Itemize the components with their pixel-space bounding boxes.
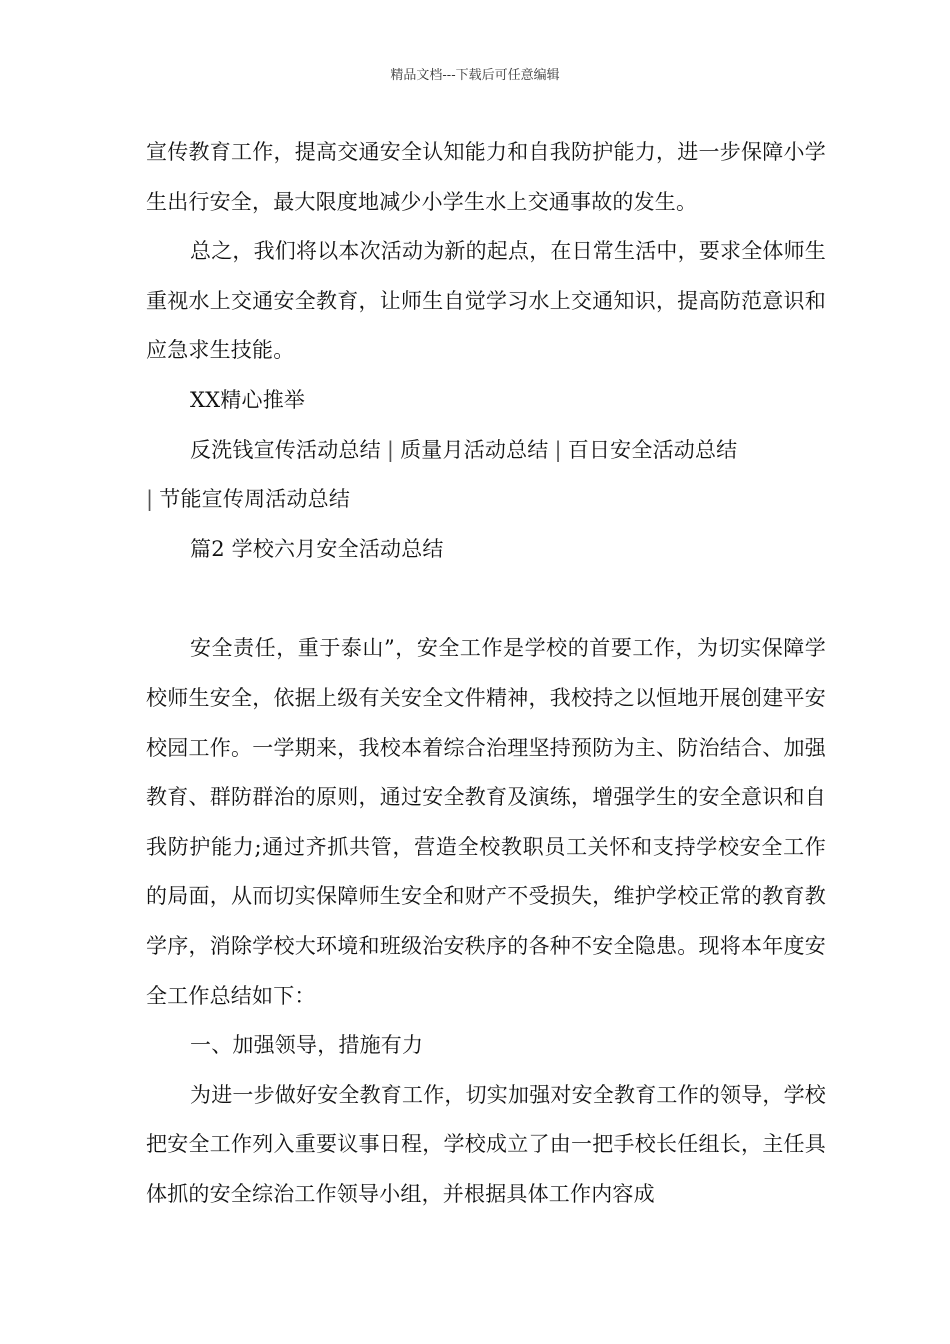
paragraph-continuation: 宣传教育工作，提高交通安全认知能力和自我防护能力，进一步保障小学生出行安全，最大限度地减少小学生水上交通事故的发生。	[146, 140, 826, 214]
related-link-hundred-days-safety[interactable]: 百日安全活动总结	[567, 437, 738, 462]
link-separator: |	[386, 437, 395, 462]
article-title: 篇2 学校六月安全活动总结	[190, 536, 444, 561]
related-link-energy-saving-week[interactable]: 节能宣传周活动总结	[159, 487, 351, 512]
link-separator: |	[146, 487, 154, 512]
paragraph-introduction: 安全责任，重于泰山”，安全工作是学校的首要工作，为切实保障学校师生安全，依据上级有关安全文件精神，我校持之以恒地开展创建平安校园工作。一学期来，我校本着综合治理坚持预防为主、防治结合、加强教育、群防群治的原则，通过安全教育及演练，增强学生的安全意识和自我防护能力;通过齐抓共管，营造全校教职员工关怀和支持学校安全工作的局面，从而切实保障师生安全和财产不受损失，维护学校正常的教育教学序，消除学校大环境和班级治安秩序的各种不安全隐患。现将本年度安全工作总结如下：	[146, 636, 826, 1008]
page-header: 精品文档---下载后可任意编辑	[390, 68, 560, 83]
document-body	[146, 128, 826, 1219]
link-separator: |	[554, 437, 562, 462]
blank-line	[146, 574, 826, 624]
paragraph-conclusion: 总之，我们将以本次活动为新的起点，在日常生活中，要求全体师生重视水上交通安全教育，让师生自觉学习水上交通知识，提高防范意识和应急求生技能。	[146, 239, 826, 363]
related-link-quality-month[interactable]: 质量月活动总结	[400, 437, 549, 462]
paragraph-leadership: 为进一步做好安全教育工作，切实加强对安全教育工作的领导，学校把安全工作列入重要议事日程，学校成立了由一把手校长任组长，主任具体抓的安全综治工作领导小组，并根据具体工作内容成	[146, 1082, 826, 1206]
section-heading: 一、加强领导，措施有力	[190, 1033, 424, 1058]
related-links	[146, 426, 826, 525]
related-link-anti-money-laundering[interactable]: 反洗钱宣传活动总结	[190, 437, 381, 462]
recommendation-heading: XX精心推举	[190, 387, 306, 412]
